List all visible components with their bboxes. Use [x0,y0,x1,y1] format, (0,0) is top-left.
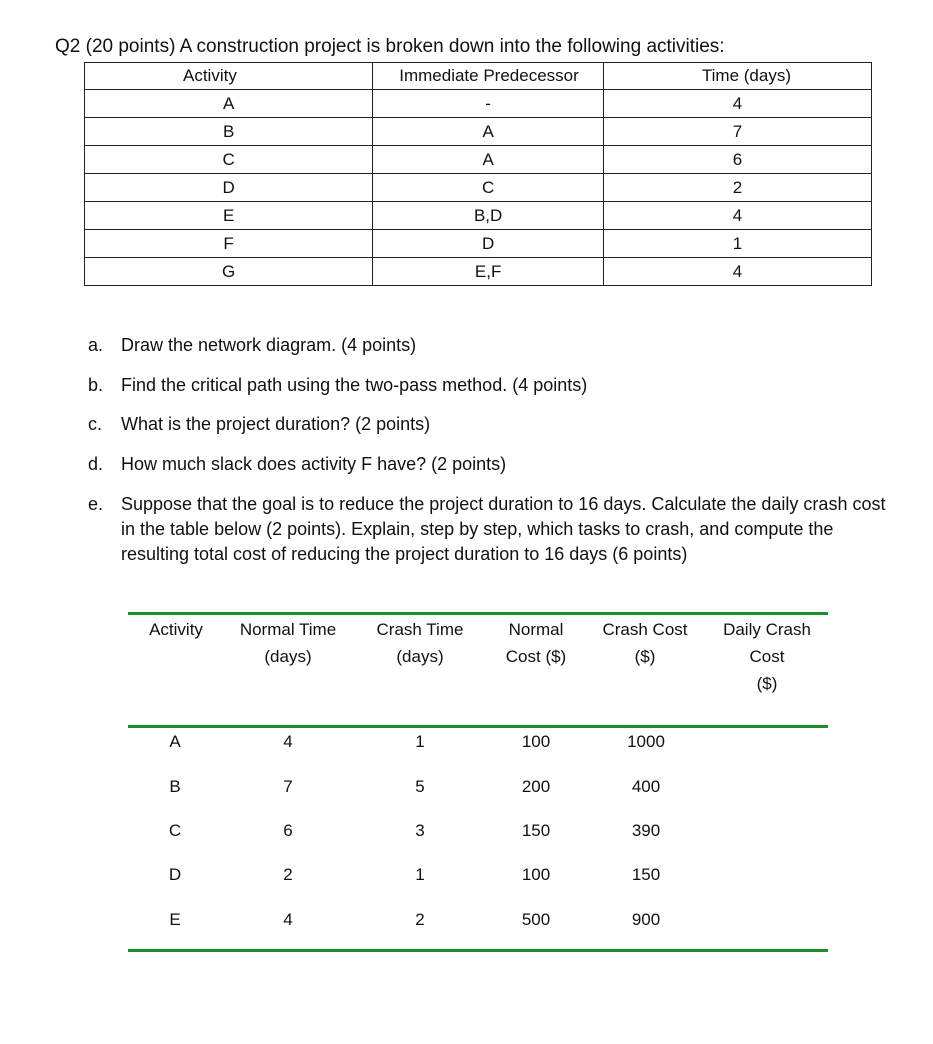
question-label: b. [88,375,104,395]
cell-time: 6 [604,146,872,174]
cell-normal-time: 4 [283,910,293,929]
table-row [85,258,872,286]
header-normal-cost [492,616,580,670]
header-line: Crash Time [376,620,464,639]
cell-normal-cost: 500 [521,910,551,929]
header-predecessor: Immediate Predecessor [373,63,604,90]
header-line: ($) [756,674,778,693]
table-row [85,146,872,174]
question-text: Draw the network diagram. (4 points) [121,335,417,355]
cell-time: 4 [604,202,872,230]
header-crash-time [364,616,476,670]
cell-time: 7 [604,118,872,146]
header-line: Cost ($) [505,647,567,666]
top-rule [128,612,828,615]
cell-normal-time: 6 [283,821,293,840]
header-line: ($) [634,647,656,666]
header-line: Crash Cost [602,620,688,639]
crash-cost-table [128,612,828,952]
cell-crash-time: 1 [415,865,425,884]
bottom-rule [128,949,828,952]
table-row [85,90,872,118]
question-text: What is the project duration? (2 points) [121,414,431,434]
cell-activity: D [168,865,182,884]
cell-activity: A [169,732,181,751]
cell-crash-cost: 150 [631,865,661,884]
header-daily-crash-cost [710,616,824,697]
header-crash-cost [592,616,698,670]
cell-activity: G [85,258,373,286]
cell-normal-time: 4 [283,732,293,751]
cell-time: 1 [604,230,872,258]
cell-predecessor: A [373,146,604,174]
cell-normal-cost: 150 [521,821,551,840]
question-label: a. [88,335,104,355]
cell-activity: C [168,821,182,840]
table-row [85,118,872,146]
question-text: Suppose that the goal is to reduce the project duration to 16 days. Calculate the daily crash cost in the table below (2 points). Explain, step by step, which tasks to crash, and compute the resulting total cost of reducing the project duration to 16 days (6 points) [121,494,886,564]
cell-normal-time: 2 [283,865,293,884]
question-label: e. [88,494,104,514]
header-rule [128,725,828,728]
header-line: Daily Crash [723,620,811,639]
cell-activity: E [85,202,373,230]
cell-time: 2 [604,174,872,202]
question-text: Find the critical path using the two-pass method. (4 points) [121,375,588,395]
question-label: d. [88,454,104,474]
header-normal-time [226,616,350,670]
cell-time: 4 [604,90,872,118]
table-row [85,202,872,230]
cell-crash-time: 5 [415,777,425,796]
table-row [85,230,872,258]
cell-predecessor: D [373,230,604,258]
header-line: Normal Time [239,620,337,639]
header-line: Normal [508,620,564,639]
header-line: (days) [396,647,444,666]
cell-predecessor: B,D [373,202,604,230]
cell-normal-cost: 100 [521,865,551,884]
cell-crash-cost: 1000 [627,732,665,751]
cell-crash-time: 1 [415,732,425,751]
cell-time: 4 [604,258,872,286]
activity-table-header [85,63,872,90]
header-activity [136,616,216,643]
question-text: How much slack does activity F have? (2 points) [121,454,507,474]
cell-predecessor: - [373,90,604,118]
cell-crash-cost: 900 [631,910,661,929]
header-time: Time (days) [604,63,872,90]
cell-normal-cost: 200 [521,777,551,796]
cell-predecessor: E,F [373,258,604,286]
cell-activity: B [169,777,181,796]
cell-activity: E [169,910,181,929]
cell-activity: A [85,90,373,118]
question-label: c. [88,414,103,434]
cell-activity: D [85,174,373,202]
cell-predecessor: A [373,118,604,146]
table-row [85,174,872,202]
header-line: Activity [149,620,203,639]
header-activity: Activity [85,63,373,90]
question-title: Q2 (20 points) A construction project is broken down into the following activities: [55,36,725,57]
activity-table [84,62,872,286]
cell-predecessor: C [373,174,604,202]
cell-crash-time: 2 [415,910,425,929]
cell-crash-time: 3 [415,821,425,840]
cell-normal-time: 7 [283,777,293,796]
cell-activity: C [85,146,373,174]
cell-crash-cost: 400 [631,777,661,796]
cell-activity: F [85,230,373,258]
header-line: Cost [749,647,785,666]
cell-crash-cost: 390 [631,821,661,840]
cell-activity: B [85,118,373,146]
header-line: (days) [264,647,312,666]
cell-normal-cost: 100 [521,732,551,751]
